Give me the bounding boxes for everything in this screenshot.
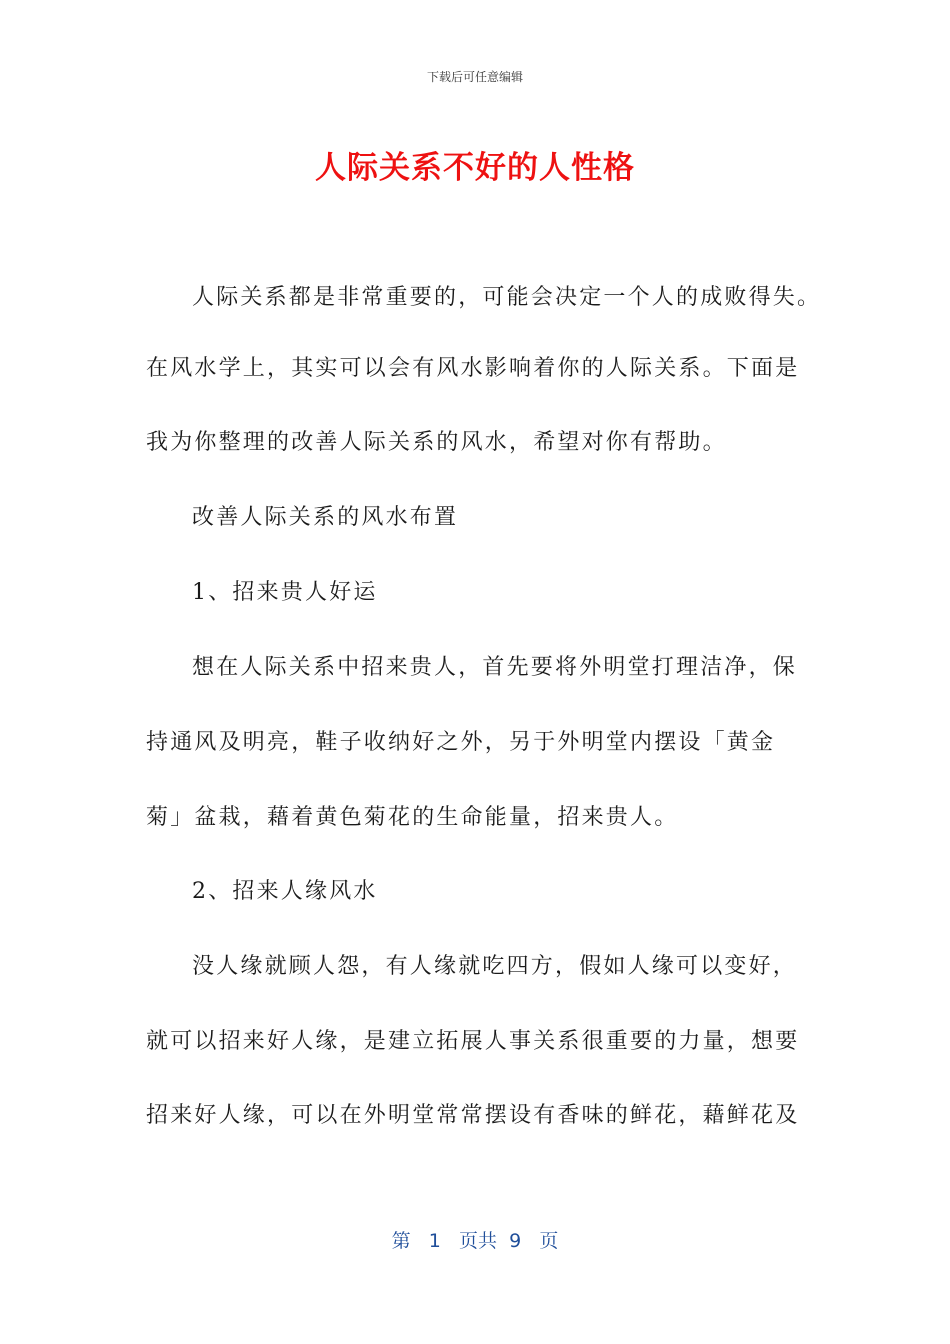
paragraph-line: 在风水学上，其实可以会有风水影响着你的人际关系。下面是 bbox=[146, 356, 800, 381]
subsection-heading: 2、招来人缘风水 bbox=[192, 879, 378, 904]
page-label-mid: 页共 bbox=[459, 1230, 498, 1252]
paragraph-line: 我为你整理的改善人际关系的风水，希望对你有帮助。 bbox=[146, 430, 727, 455]
subsection-heading: 1、招来贵人好运 bbox=[192, 580, 378, 605]
paragraph-line: 招来好人缘，可以在外明堂常常摆设有香味的鲜花，藉鲜花及 bbox=[146, 1103, 800, 1128]
paragraph-line: 菊」盆栽，藉着黄色菊花的生命能量，招来贵人。 bbox=[146, 805, 679, 830]
paragraph-line: 持通风及明亮，鞋子收纳好之外，另于外明堂内摆设「黄金 bbox=[146, 730, 776, 755]
header-note: 下载后可任意编辑 bbox=[426, 70, 523, 84]
page-footer bbox=[0, 1226, 950, 1253]
document-title: 人际关系不好的人性格 bbox=[315, 150, 635, 186]
paragraph-line: 想在人际关系中招来贵人，首先要将外明堂打理洁净，保 bbox=[192, 655, 798, 680]
page-label-prefix: 第 bbox=[391, 1230, 411, 1252]
page-label-suffix: 页 bbox=[539, 1230, 559, 1252]
page-current-number: 1 bbox=[428, 1230, 441, 1252]
paragraph-line: 就可以招来好人缘，是建立拓展人事关系很重要的力量，想要 bbox=[146, 1029, 800, 1054]
page-total-number: 9 bbox=[509, 1230, 522, 1252]
paragraph-line: 人际关系都是非常重要的，可能会决定一个人的成败得失。 bbox=[192, 285, 822, 310]
paragraph-line: 没人缘就顾人怨，有人缘就吃四方，假如人缘可以变好， bbox=[192, 954, 798, 979]
section-heading: 改善人际关系的风水布置 bbox=[192, 505, 459, 530]
